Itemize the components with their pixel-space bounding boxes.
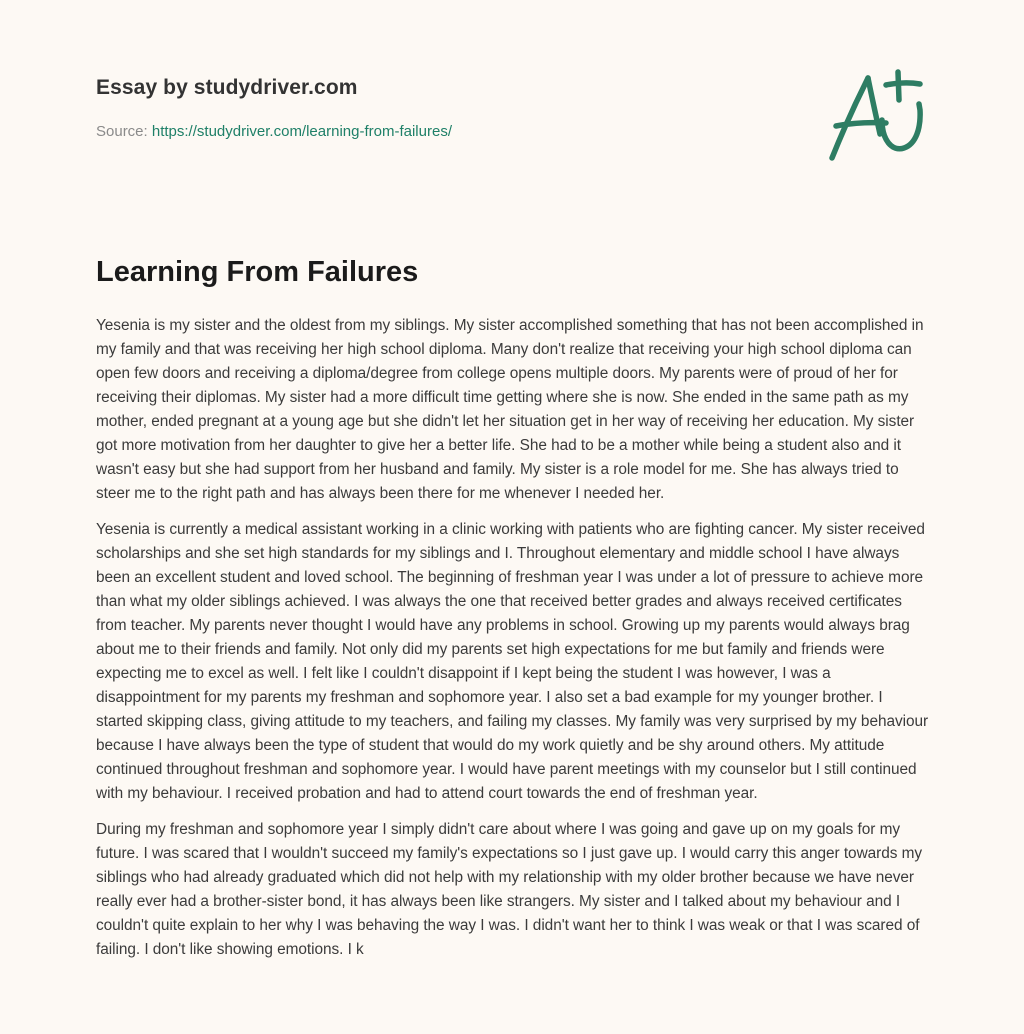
essay-paragraph: Yesenia is currently a medical assistant working in a clinic working with patients who are fighting cancer. My sister received scholarships and she set high standards for my siblings and I. Throughout elementary and middle school I have always been an excellent student and loved school. The beginning of freshman year I was under a lot of pressure to achieve more than what my older siblings achieved. I was always the one that received better grades and always received certificates from teacher. My parents never thought I would have any problems in school. Growing up my parents would always brag about me to their friends and family. Not only did my parents set high expectations for me but family and friends were expecting me to excel as well. I felt like I couldn't disappoint if I kept being the student I was however, I was a disappointment for my parents my freshman and sophomore year. I also set a bad example for my younger brother. I started skipping class, giving attitude to my teachers, and failing my classes. My family was very surprised by my behaviour because I have always been the type of student that would do my work quietly and be shy around others. My attitude continued throughout freshman and sophomore year. I would have parent meetings with my counselor but I still continued with my behaviour. I received probation and had to attend court towards the end of freshman year. bbox=[96, 521, 929, 802]
essay-paragraph: During my freshman and sophomore year I simply didn't care about where I was going and gave up on my goals for my future. I was scared that I wouldn't succeed my family's expectations so I just gave up. I would carry this anger towards my siblings who had already graduated which did not help with my relationship with my older brother because we have never really ever had a brother-sister bond, it has always been like strangers. My sister and I talked about my behaviour and I couldn't quite explain to her why I was behaving the way I was. I didn't want her to think I was weak or that I was scared of failing. I don't like showing emotions. I k bbox=[96, 821, 923, 958]
essay-page bbox=[96, 0, 932, 958]
essay-title: Learning From Failures bbox=[96, 256, 419, 288]
essay-paragraph: Yesenia is my sister and the oldest from my siblings. My sister accomplished something that has not been accomplished in my family and that was receiving her high school diploma. Many don't realize that receiving your high school diploma can open few doors and receiving a diploma/degree from college opens multiple doors. My parents were of proud of her for receiving their diplomas. My sister had a more difficult time getting where she is now. She ended in the same path as my mother, ended pregnant at a young age but she didn't let her situation get in her way of receiving her education. My sister got more motivation from her daughter to give her a better life. She had to be a mother while being a student also and it wasn't easy but she had support from her husband and family. My sister is a role model for me. She has always tried to steer me to the right path and has always been there for me whenever I needed her. bbox=[96, 317, 924, 502]
a-plus-grade-icon bbox=[824, 68, 926, 164]
source-line bbox=[96, 123, 452, 140]
source-label: Source: bbox=[96, 123, 148, 140]
essay-body bbox=[96, 314, 932, 974]
source-link[interactable]: https://studydriver.com/learning-from-failures/ bbox=[151, 123, 452, 140]
site-brand: Essay by studydriver.com bbox=[96, 76, 358, 99]
page-header bbox=[96, 0, 932, 200]
